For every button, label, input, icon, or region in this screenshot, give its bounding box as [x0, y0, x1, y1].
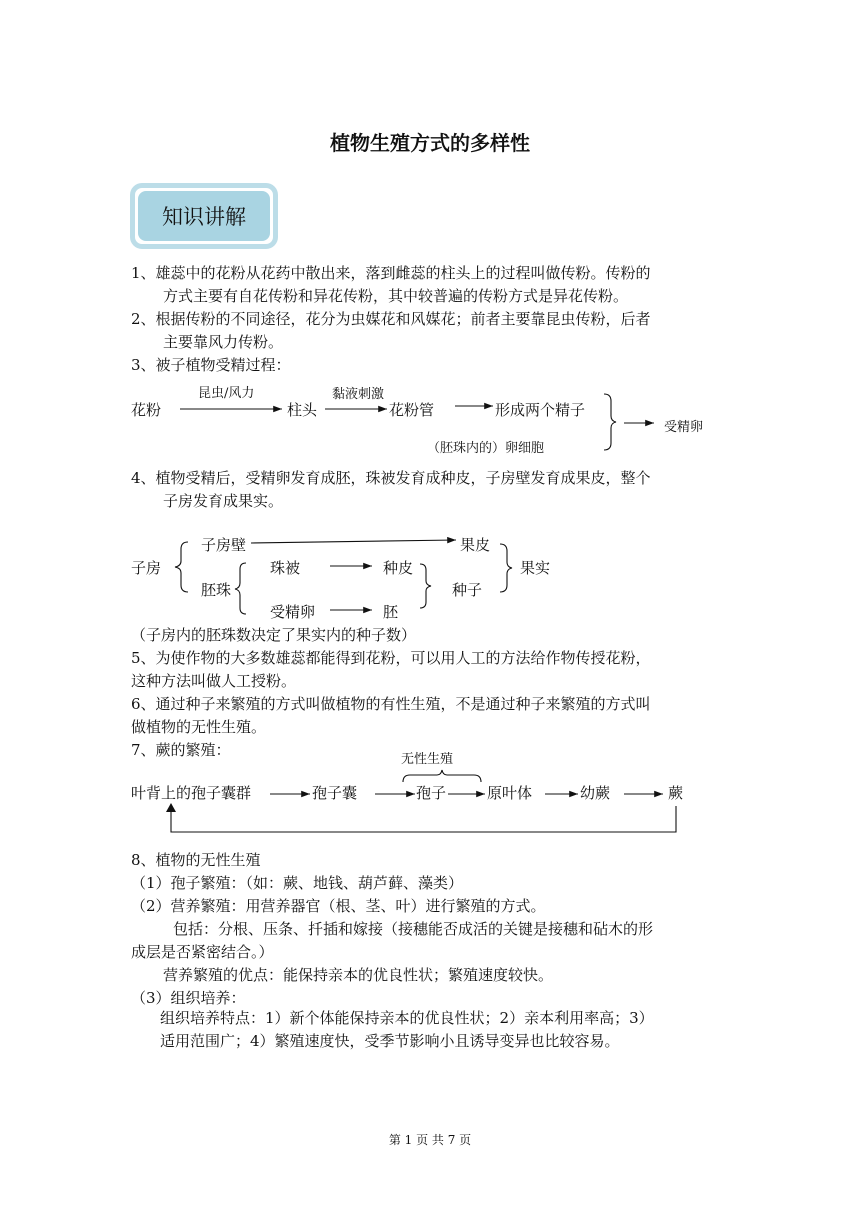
ovary-integument: 珠被	[270, 559, 301, 577]
text-line: （子房内的胚珠数决定了果实内的种子数）	[131, 626, 417, 644]
ovary-seed: 种子	[452, 581, 483, 599]
text-line: （1）孢子繁殖：（如：蕨、地钱、葫芦藓、藻类）	[131, 874, 464, 892]
text-line: 3、被子植物受精过程：	[131, 356, 291, 374]
text-line: 适用范围广；4）繁殖速度快，受季节影响小且诱导变异也比较容易。	[160, 1032, 620, 1050]
ovary-embryo: 胚	[383, 603, 399, 621]
page-title: 植物生殖方式的多样性	[330, 131, 530, 155]
text-line: （2）营养繁殖：用营养器官（根、茎、叶）进行繁殖的方式。	[131, 897, 546, 915]
fern-spore: 孢子	[416, 784, 447, 802]
text-line: 主要靠风力传粉。	[163, 333, 284, 351]
page-footer: 第 1 页 共 7 页	[388, 1133, 472, 1147]
fert-zygote: 受精卵	[664, 420, 704, 435]
fern-asexual: 无性生殖	[401, 752, 454, 767]
fert-mucus: 黏液刺激	[332, 387, 385, 402]
section-badge-label: 知识讲解	[138, 191, 270, 241]
fert-pollen: 花粉	[131, 401, 162, 419]
text-line: 1、雄蕊中的花粉从花药中散出来，落到雌蕊的柱头上的过程叫做传粉。传粉的	[131, 264, 651, 282]
ovary-ovule: 胚珠	[201, 581, 232, 599]
text-line: 7、蕨的繁殖：	[131, 741, 231, 759]
fert-tube: 花粉管	[389, 401, 435, 419]
text-line: 5、为使作物的大多数雄蕊都能得到花粉，可以用人工的方法给作物传授花粉，	[131, 649, 651, 667]
fert-sperm: 形成两个精子	[495, 401, 586, 419]
text-line: 成层是否紧密结合。）	[131, 943, 274, 961]
text-line: 营养繁殖的优点：能保持亲本的优良性状；繁殖速度较快。	[163, 966, 554, 984]
text-line: 6、通过种子来繁殖的方式叫做植物的有性生殖，不是通过种子来繁殖的方式叫	[131, 695, 651, 713]
fert-egg: （胚珠内的）卵细胞	[427, 441, 545, 456]
fern-sporangium: 孢子囊	[312, 784, 358, 802]
fern-fern: 蕨	[668, 784, 684, 802]
text-line: 做植物的无性生殖。	[131, 718, 267, 736]
text-line: 包括：分根、压条、扦插和嫁接（接穗能否成活的关键是接穗和砧木的形	[173, 920, 654, 938]
ovary-pericarp: 果皮	[460, 536, 491, 554]
text-line: 这种方法叫做人工授粉。	[131, 672, 297, 690]
fern-young: 幼蕨	[580, 784, 611, 802]
text-line: 子房发育成果实。	[163, 492, 284, 510]
fert-stigma: 柱头	[287, 401, 318, 419]
fern-sori: 叶背上的孢子囊群	[131, 784, 252, 802]
text-line: 方式主要有自花传粉和异花传粉，其中较普遍的传粉方式是异花传粉。	[163, 287, 629, 305]
ovary-seedcoat: 种皮	[383, 559, 414, 577]
ovary-zygote: 受精卵	[270, 603, 316, 621]
text-line: 2、根据传粉的不同途径，花分为虫媒花和风媒花；前者主要靠昆虫传粉，后者	[131, 310, 651, 328]
fern-prothallus: 原叶体	[487, 784, 533, 802]
text-line: 4、植物受精后，受精卵发育成胚，珠被发育成种皮，子房壁发育成果皮，整个	[131, 469, 651, 487]
ovary-ovary: 子房	[131, 559, 162, 577]
fert-agent: 昆虫/风力	[198, 386, 255, 401]
ovary-fruit: 果实	[520, 559, 551, 577]
text-line: 组织培养特点：1）新个体能保持亲本的优良性状；2）亲本利用率高；3）	[160, 1009, 654, 1027]
text-line: （3）组织培养：	[131, 989, 246, 1007]
ovary-wall: 子房壁	[201, 536, 247, 554]
text-line: 8、植物的无性生殖	[131, 851, 261, 869]
